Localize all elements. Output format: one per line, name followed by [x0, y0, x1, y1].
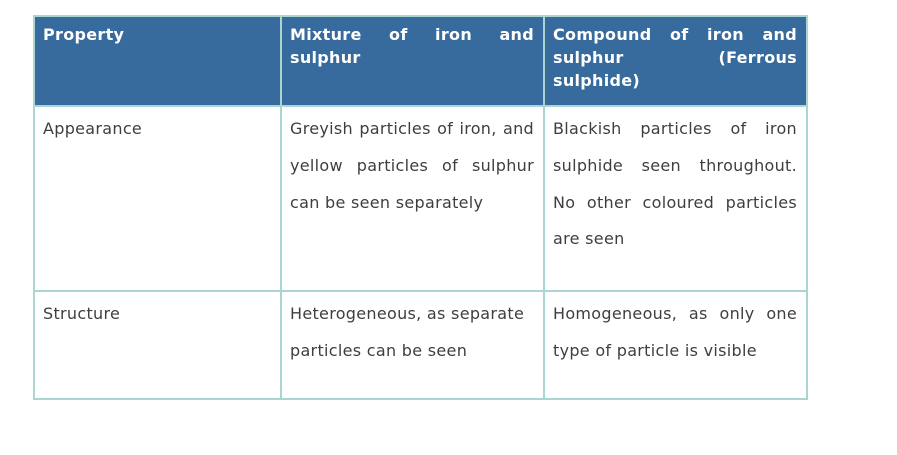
cell-appearance-mixture: Greyish particles of iron, and yellow particles of sulphur can be seen separately	[281, 106, 544, 291]
cell-structure-mixture: Heterogeneous, as separate particles can be seen	[281, 291, 544, 399]
cell-appearance-property: Appearance	[34, 106, 281, 291]
table-row-structure	[34, 291, 807, 399]
comparison-table	[33, 15, 808, 400]
table-header-row	[34, 16, 807, 106]
cell-structure-compound: Homogeneous, as only one type of particle is visible	[544, 291, 807, 399]
table-row-appearance	[34, 106, 807, 291]
cell-appearance-compound: Blackish particles of iron sulphide seen throughout. No other coloured particles are seen	[544, 106, 807, 291]
header-cell-property: Property	[34, 16, 281, 106]
header-cell-compound: Compound of iron and sulphur (Ferrous sulphide)	[544, 16, 807, 106]
cell-structure-property: Structure	[34, 291, 281, 399]
header-cell-mixture: Mixture of iron and sulphur	[281, 16, 544, 106]
